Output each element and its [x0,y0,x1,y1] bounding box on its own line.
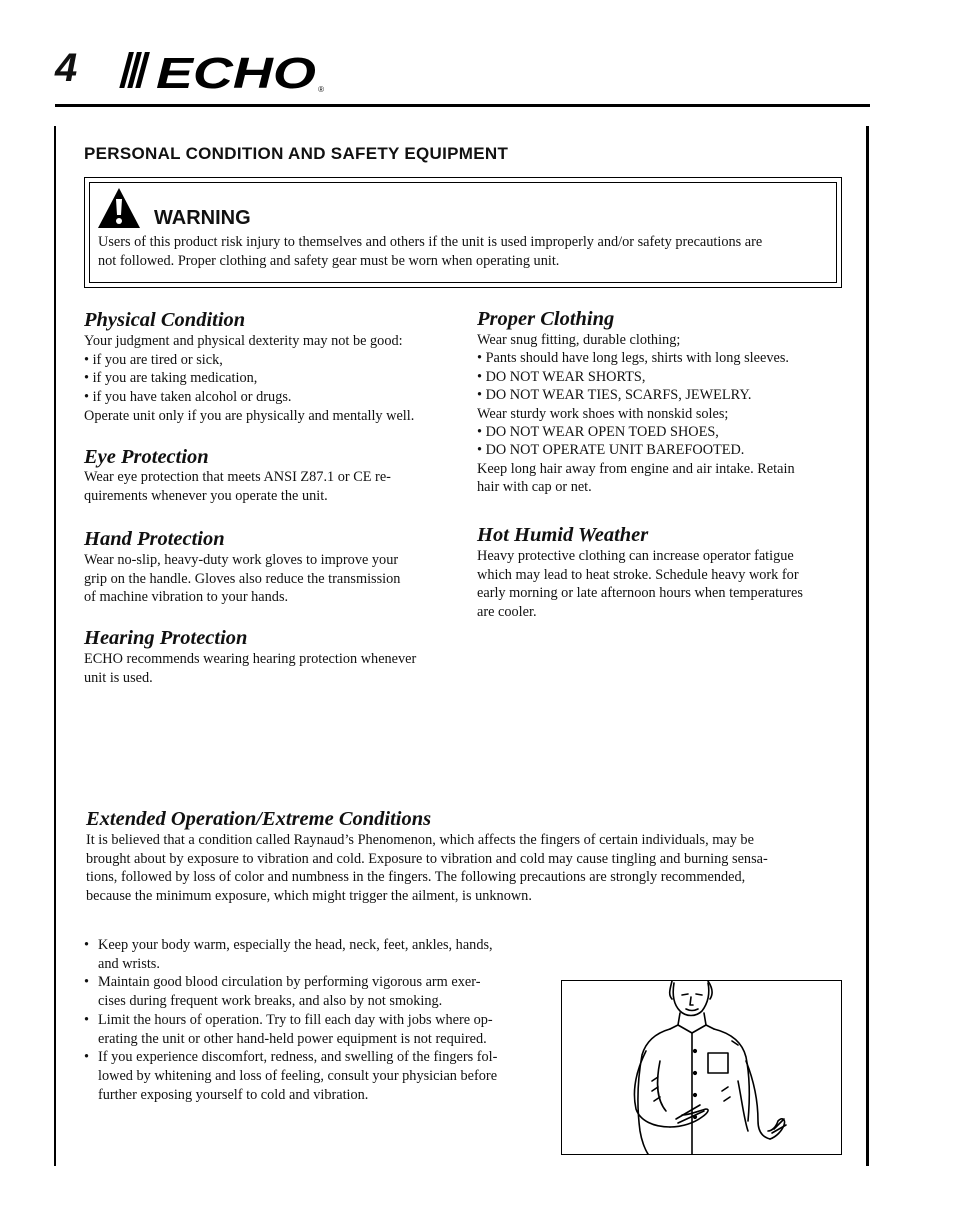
warning-text [98,233,828,271]
left-margin-rule [54,126,56,1166]
text-line: ECHO recommends wearing hearing protection whenever [84,651,417,667]
hot-humid-weather-text [477,547,803,622]
list-item: • If you experience discomfort, redness, and swelling of the fingers fol- lowed by whitening and loss of feeling, consult your physician before further exposing yourself to cold and vibration. [84,1048,497,1104]
echo-logo [118,48,324,94]
text-line: Operate unit only if you are physically and mentally well. [84,407,415,424]
text-line: Wear eye protection that meets ANSI Z87.1 or CE re- [84,469,391,485]
hand-protection-text [84,551,400,607]
text-line: • DO NOT OPERATE UNIT BAREFOOTED. [477,442,745,459]
hand-protection-heading: Hand Protection [84,528,225,550]
warning-line: not followed. Proper clothing and safety gear must be worn when operating unit. [98,253,560,269]
text-line: • DO NOT WEAR TIES, SCARFS, JEWELRY. [477,387,752,404]
echo-logo-icon [118,48,318,92]
text-line: Wear snug fitting, durable clothing; [477,332,681,348]
text-line: grip on the handle. Gloves also reduce the transmission [84,570,401,587]
logo-text: ECHO [156,49,316,92]
extended-operation-text [86,831,768,906]
text-line: which may lead to heat stroke. Schedule heavy work for [477,566,799,583]
text-line: • if you have taken alcohol or drugs. [84,389,292,406]
extended-operation-heading: Extended Operation/Extreme Conditions [86,808,432,830]
warning-triangle-icon [97,187,141,229]
text-line: • DO NOT WEAR SHORTS, [477,368,646,385]
text-line: • Pants should have long legs, shirts with long sleeves. [477,350,789,367]
header-rule [55,104,870,107]
text-line: of machine vibration to your hands. [84,589,289,606]
text-line: tions, followed by loss of color and numbness in the fingers. The following precautions are strongly recommended, [86,869,746,886]
text-line: It is believed that a condition called Raynaud’s Phenomenon, which affects the fingers of certain individuals, may be [86,832,754,848]
list-item: • Limit the hours of operation. Try to fill each day with jobs where op- erating the unit or other hand-held power equipment is not required. [84,1011,497,1048]
text-line: • if you are tired or sick, [84,351,223,368]
precautions-list [84,936,497,1104]
section-title: PERSONAL CONDITION AND SAFETY EQUIPMENT [84,144,509,163]
registered-mark: ® [318,85,324,94]
text-line: are cooler. [477,604,537,621]
hot-humid-weather-heading: Hot Humid Weather [477,524,649,546]
warning-title: WARNING [154,207,251,229]
page-number: 4 [55,46,78,90]
list-item: • Maintain good blood circulation by performing vigorous arm exer- cises during frequent work breaks, and also by not smoking. [84,973,497,1010]
eye-protection-text [84,468,391,505]
text-line: • DO NOT WEAR OPEN TOED SHOES, [477,424,719,441]
text-line: Keep long hair away from engine and air intake. Retain [477,460,795,477]
text-line: early morning or late afternoon hours when temperatures [477,585,803,602]
list-item: • Keep your body warm, especially the head, neck, feet, ankles, hands, and wrists. [84,936,497,973]
warning-line: Users of this product risk injury to themselves and others if the unit is used improperly and/or safety precautions are [98,234,763,250]
man-examining-hands-illustration [561,980,842,1155]
physical-condition-heading: Physical Condition [84,309,246,331]
proper-clothing-text [477,331,795,497]
text-line: because the minimum exposure, which might trigger the ailment, is unknown. [86,888,532,905]
text-line: Heavy protective clothing can increase operator fatigue [477,548,794,564]
text-line: Wear sturdy work shoes with nonskid soles; [477,405,729,422]
text-line: hair with cap or net. [477,479,592,496]
text-line: brought about by exposure to vibration and cold. Exposure to vibration and cold may cause tingling and burning sensa- [86,850,768,867]
proper-clothing-heading: Proper Clothing [477,308,615,330]
hearing-protection-heading: Hearing Protection [84,627,248,649]
text-line: unit is used. [84,669,153,686]
physical-condition-text [84,332,414,426]
text-line: Wear no-slip, heavy-duty work gloves to improve your [84,552,399,568]
text-line: quirements whenever you operate the unit. [84,487,328,504]
text-line: Your judgment and physical dexterity may not be good: [84,333,403,349]
right-margin-rule [866,126,869,1166]
text-line: • if you are taking medication, [84,370,258,387]
eye-protection-heading: Eye Protection [84,446,209,468]
hearing-protection-text [84,650,416,687]
